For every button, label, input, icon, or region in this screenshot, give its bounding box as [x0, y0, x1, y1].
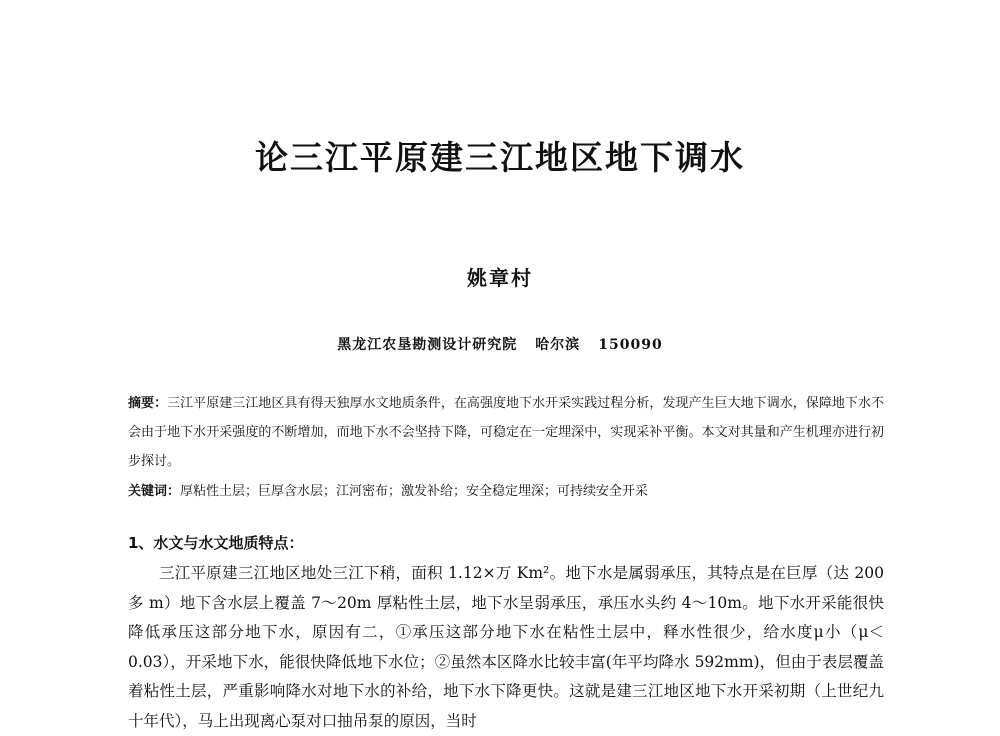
- affiliation-postcode: 150090: [598, 337, 663, 353]
- keywords: [128, 477, 884, 506]
- affiliation-institution: 黑龙江农垦勘测设计研究院: [337, 337, 518, 353]
- abstract-label: 摘要：: [128, 396, 168, 411]
- abstract-text: 三江平原建三江地区具有得天独厚水文地质条件，在高强度地下水开采实践过程分析，发现产生巨大地下调水，保障地下水不会由于地下水开采强度的不断增加，而地下水不会坚持下降，可稳定在一定埋深中，实现采补平衡。本文对其量和产生机理亦进行初步探讨。: [128, 396, 884, 469]
- paper-title: 论三江平原建三江地区地下调水: [255, 138, 745, 177]
- section-heading: 1、水文与水文地质特点：: [128, 534, 304, 552]
- affiliation-line: [0, 334, 1000, 356]
- author-name: 姚章村: [467, 266, 533, 290]
- section-paragraph: 三江平原建三江地区地处三江下稍，面积 1.12×万 Km²。地下水是属弱承压，其特点是在巨厚（达 200 多 m）地下含水层上覆盖 7～20m 厚粘性土层，地下水呈弱承压，承压水头约 4～10m。地下水开采能很快降低承压这部分地下水，原因有二，①承压这部分地下水在粘性土层中，释水性很少，给水度μ小（μ＜0.03），开采地下水，能很快降低地下水位；②虽然本区降水比较丰富(年平均降水 592mm)，但由于表层覆盖着粘性土层，严重影响降水对地下水的补给，地下水下降更快。这就是建三江地区地下水开采初期（上世纪九十年代），马上出现离心泵对口抽吊泵的原因，当时: [128, 564, 884, 730]
- abstract: [128, 389, 884, 476]
- affiliation-city: 哈尔滨: [535, 337, 581, 353]
- keywords-label: 关键词：: [128, 484, 181, 499]
- keywords-text: 厚粘性土层；巨厚含水层；江河密布；激发补给；安全稳定埋深；可持续安全开采: [180, 484, 649, 499]
